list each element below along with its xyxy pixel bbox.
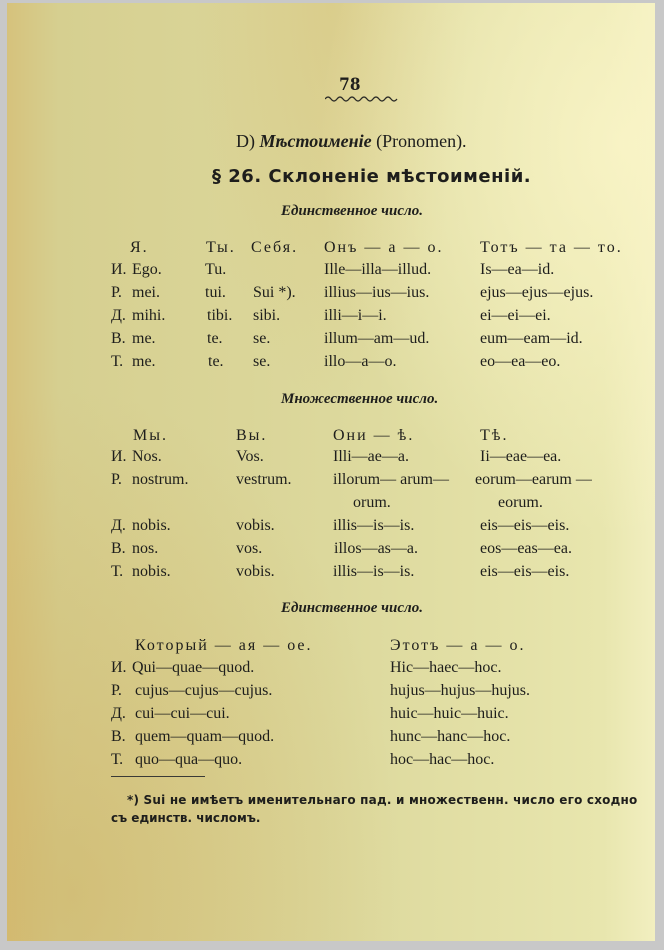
cell: eum—eam—id. [480, 330, 583, 347]
table1-header-on: Онъ — а — о. [324, 239, 444, 256]
cell: Illi—ae—a. [333, 448, 409, 465]
case-label: В. [111, 728, 126, 745]
table3-subtitle: Единственное число. [281, 600, 424, 616]
cell: Ii—eae—ea. [480, 448, 562, 465]
cell: te. [207, 330, 223, 347]
cell: Is—ea—id. [480, 261, 555, 278]
cell: eorum—earum — [475, 471, 592, 488]
cell: Qui—quae—quod. [132, 659, 255, 676]
footnote-divider [111, 776, 205, 777]
case-label: Р. [111, 471, 122, 488]
cell: illis—is—is. [333, 517, 415, 534]
cell: Ego. [132, 261, 162, 278]
case-label: Т. [111, 563, 124, 580]
scanned-page [7, 3, 655, 941]
table2-header-my: Мы. [133, 427, 168, 444]
paragraph-heading: § 26. Склоненіе мѣстоименій. [212, 166, 532, 187]
table2-header-vy: Вы. [236, 427, 268, 444]
cell: vobis. [236, 517, 275, 534]
case-label: И. [111, 659, 127, 676]
cell: Ille—illa—illud. [324, 261, 432, 278]
cell: quo—qua—quo. [135, 751, 243, 768]
case-label: Т. [111, 353, 124, 370]
cell: quem—quam—quod. [135, 728, 275, 745]
cell: vobis. [236, 563, 275, 580]
cell: orum. [353, 494, 391, 511]
cell: mihi. [132, 307, 166, 324]
case-label: В. [111, 330, 126, 347]
table1-header-ty: Ты. [206, 239, 236, 256]
cell: illum—am—ud. [324, 330, 430, 347]
cell: cui—cui—cui. [135, 705, 230, 722]
cell: nobis. [132, 563, 171, 580]
cell: hunc—hanc—hoc. [390, 728, 511, 745]
cell: hoc—hac—hoc. [390, 751, 495, 768]
cell: eo—ea—eo. [480, 353, 561, 370]
cell: mei. [132, 284, 160, 301]
cell: Vos. [236, 448, 264, 465]
cell: nostrum. [132, 471, 189, 488]
table2-header-te: Тѣ. [480, 427, 509, 444]
footnote-line-1: *) Sui не имѣетъ именительнаго пад. и множественн. число его сходно [127, 793, 638, 807]
section-title-latin: (Pronomen). [376, 131, 467, 151]
case-label: В. [111, 540, 126, 557]
cell: sibi. [253, 307, 281, 324]
table3-header-kotoryi: Который — ая — ое. [135, 637, 313, 654]
section-letter: D) [236, 131, 255, 151]
cell: se. [253, 353, 271, 370]
table1-header-sebya: Себя. [251, 239, 299, 256]
cell: tui. [205, 284, 226, 301]
page-number: 78 [339, 75, 361, 95]
cell: cujus—cujus—cujus. [135, 682, 273, 699]
cell: me. [132, 353, 156, 370]
case-label: Д. [111, 307, 126, 324]
case-label: И. [111, 448, 127, 465]
case-label: Р. [111, 284, 122, 301]
table3-header-etot: Этотъ — а — о. [390, 637, 526, 654]
cell: nobis. [132, 517, 171, 534]
wavy-ornament [325, 95, 399, 103]
cell: Nos. [132, 448, 162, 465]
cell: vestrum. [236, 471, 292, 488]
cell: nos. [132, 540, 159, 557]
cell: eos—eas—ea. [480, 540, 572, 557]
section-title-russian: Мѣстоименіе [259, 131, 372, 151]
cell: te. [208, 353, 224, 370]
table1-subtitle: Единственное число. [281, 203, 424, 219]
cell: illos—as—a. [334, 540, 418, 557]
cell: tibi. [207, 307, 233, 324]
case-label: Р. [111, 682, 122, 699]
cell: huic—huic—huic. [390, 705, 509, 722]
case-label: Т. [111, 751, 124, 768]
case-label: Д. [111, 517, 126, 534]
cell: vos. [236, 540, 263, 557]
cell: ejus—ejus—ejus. [480, 284, 594, 301]
cell: Sui *). [253, 284, 296, 301]
cell: eis—eis—eis. [480, 517, 570, 534]
cell: illis—is—is. [333, 563, 415, 580]
cell: hujus—hujus—hujus. [390, 682, 531, 699]
table2-subtitle: Множественное число. [281, 391, 439, 407]
cell: se. [253, 330, 271, 347]
cell: Hic—haec—hoc. [390, 659, 502, 676]
section-heading [236, 131, 467, 152]
cell: ei—ei—ei. [480, 307, 551, 324]
cell: illius—ius—ius. [324, 284, 430, 301]
cell: eorum. [498, 494, 543, 511]
table1-header-ya: Я. [130, 239, 149, 256]
case-label: Д. [111, 705, 126, 722]
cell: me. [132, 330, 156, 347]
table1-header-tot: Тотъ — та — то. [480, 239, 623, 256]
cell: Tu. [205, 261, 227, 278]
table2-header-oni: Они — ѣ. [333, 427, 415, 444]
cell: illo—a—o. [324, 353, 397, 370]
cell: illi—i—i. [324, 307, 387, 324]
cell: illorum— arum— [333, 471, 449, 488]
case-label: И. [111, 261, 127, 278]
cell: eis—eis—eis. [480, 563, 570, 580]
footnote-line-2: съ единств. числомъ. [111, 811, 261, 825]
